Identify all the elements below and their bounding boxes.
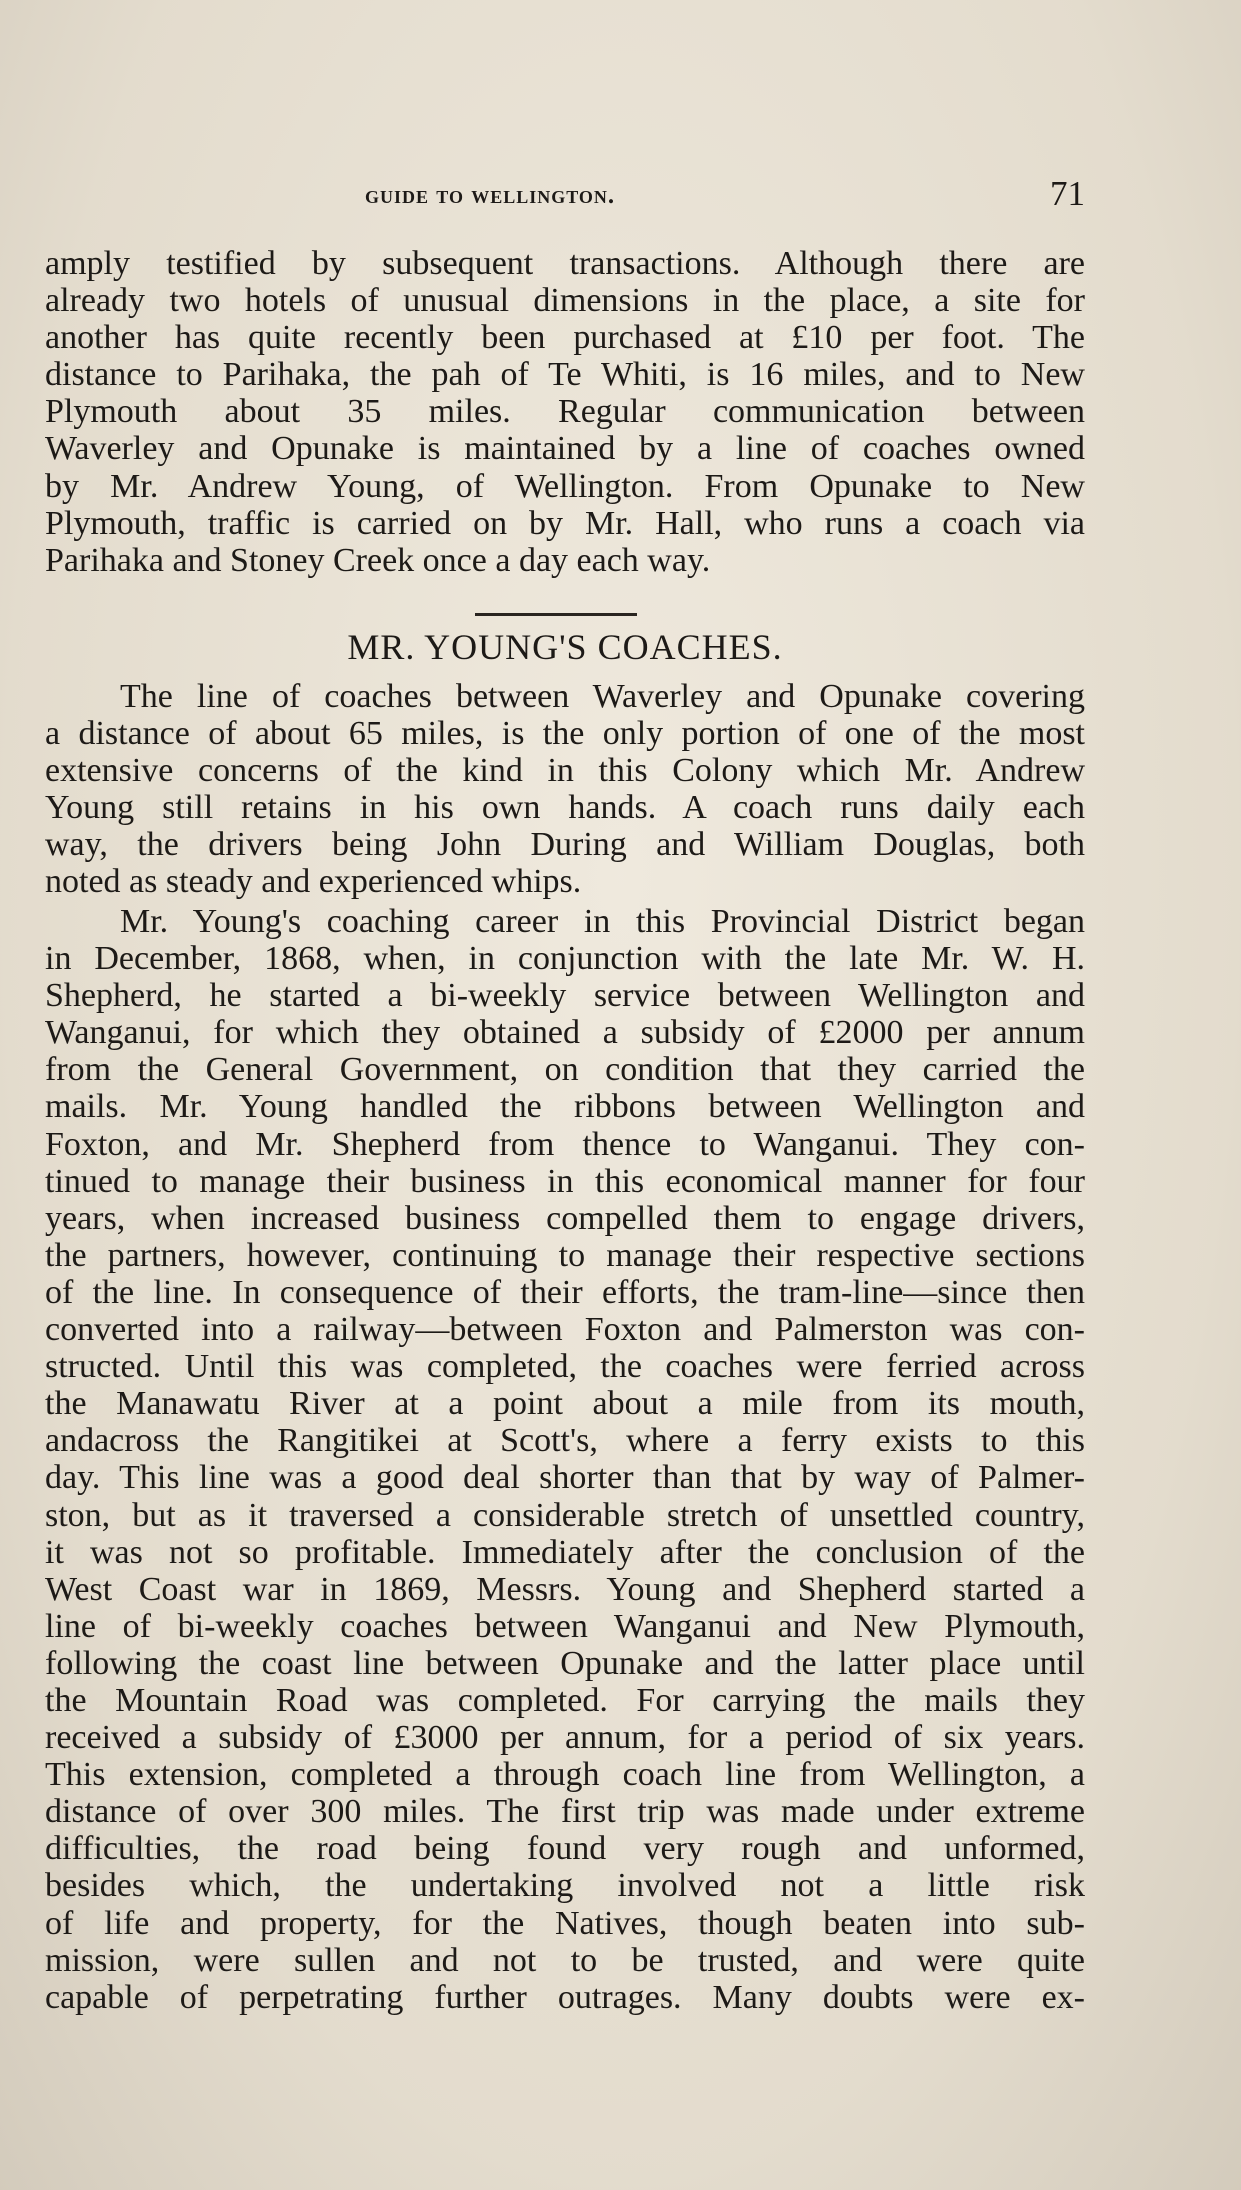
text-line: distance of over 300 miles. The first trip was made under extreme [45, 1793, 1085, 1831]
text-line: extensive concerns of the kind in this Colony which Mr. Andrew [45, 752, 1085, 790]
text-line: West Coast war in 1869, Messrs. Young and Shepherd started a [45, 1570, 1085, 1608]
text-line: This extension, completed a through coach line from Wellington, a [45, 1756, 1085, 1794]
text-line: received a subsidy of £3000 per annum, for a period of six years. [45, 1719, 1085, 1757]
text-line: of life and property, for the Natives, though beaten into sub- [45, 1904, 1085, 1942]
text-line: the Manawatu River at a point about a mile from its mouth, [45, 1385, 1085, 1423]
text-line: in December, 1868, when, in conjunction with the late Mr. W. H. [45, 940, 1085, 978]
text-line: besides which, the undertaking involved not a little risk [45, 1867, 1085, 1905]
paragraph-3 [45, 903, 1085, 2016]
text-line: another has quite recently been purchased at £10 per foot. The [45, 319, 1085, 357]
text-line: mission, were sullen and not to be trusted, and were quite [45, 1941, 1085, 1979]
text-line: already two hotels of unusual dimensions in the place, a site for [45, 282, 1085, 320]
text-line: way, the drivers being John During and William Douglas, both [45, 826, 1085, 864]
text-line: from the General Government, on condition that they carried the [45, 1051, 1085, 1089]
text-line: capable of perpetrating further outrages. Many doubts were ex- [45, 1978, 1085, 2016]
text-line: andacross the Rangitikei at Scott's, where a ferry exists to this [45, 1422, 1085, 1460]
text-line: Waverley and Opunake is maintained by a line of coaches owned [45, 430, 1085, 468]
text-line: Mr. Young's coaching career in this Provincial District began [120, 903, 1085, 940]
text-line: the partners, however, continuing to manage their respective sections [45, 1236, 1085, 1274]
text-line: it was not so profitable. Immediately after the conclusion of the [45, 1533, 1085, 1571]
text-line: day. This line was a good deal shorter than that by way of Palmer- [45, 1459, 1085, 1497]
text-line: distance to Parihaka, the pah of Te Whiti, is 16 miles, and to New [45, 356, 1085, 394]
text-line: amply testified by subsequent transactions. Although there are [45, 245, 1085, 282]
text-line: by Mr. Andrew Young, of Wellington. From Opunake to New [45, 467, 1085, 505]
text-line: of the line. In consequence of their efforts, the tram-line—since then [45, 1273, 1085, 1311]
text-line: structed. Until this was completed, the coaches were ferried across [45, 1348, 1085, 1386]
section-heading: MR. YOUNG'S COACHES. [347, 627, 783, 667]
text-line: a distance of about 65 miles, is the only portion of one of the most [45, 715, 1085, 753]
text-line: converted into a railway—between Foxton and Palmerston was con- [45, 1311, 1085, 1349]
text-line: difficulties, the road being found very rough and unformed, [45, 1830, 1085, 1868]
text-line: mails. Mr. Young handled the ribbons between Wellington and [45, 1088, 1085, 1126]
running-head: guide to wellington. [365, 182, 616, 209]
text-line: Parihaka and Stoney Creek once a day each way. [45, 541, 711, 579]
text-line: Wanganui, for which they obtained a subsidy of £2000 per annum [45, 1014, 1085, 1052]
paragraph-2 [45, 678, 1085, 901]
section-divider [475, 613, 637, 616]
text-line: ston, but as it traversed a considerable stretch of unsettled country, [45, 1496, 1085, 1534]
text-line: the Mountain Road was completed. For carrying the mails they [45, 1681, 1085, 1719]
page-header [110, 174, 1085, 224]
text-line: line of bi-weekly coaches between Wanganui and New Plymouth, [45, 1607, 1085, 1645]
paragraph-1 [45, 245, 1085, 579]
text-line: tinued to manage their business in this economical manner for four [45, 1162, 1085, 1200]
text-line: Shepherd, he started a bi-weekly service between Wellington and [45, 977, 1085, 1015]
text-line: Young still retains in his own hands. A coach runs daily each [45, 789, 1085, 827]
text-line: noted as steady and experienced whips. [45, 863, 582, 901]
page-number: 71 [1050, 174, 1085, 213]
text-line: years, when increased business compelled them to engage drivers, [45, 1199, 1085, 1237]
text-line: Plymouth, traffic is carried on by Mr. Hall, who runs a coach via [45, 504, 1085, 542]
text-line: following the coast line between Opunake and the latter place until [45, 1644, 1085, 1682]
text-line: Plymouth about 35 miles. Regular communication between [45, 393, 1085, 431]
text-line: Foxton, and Mr. Shepherd from thence to Wanganui. They con- [45, 1125, 1085, 1163]
text-line: The line of coaches between Waverley and Opunake covering [120, 678, 1085, 715]
